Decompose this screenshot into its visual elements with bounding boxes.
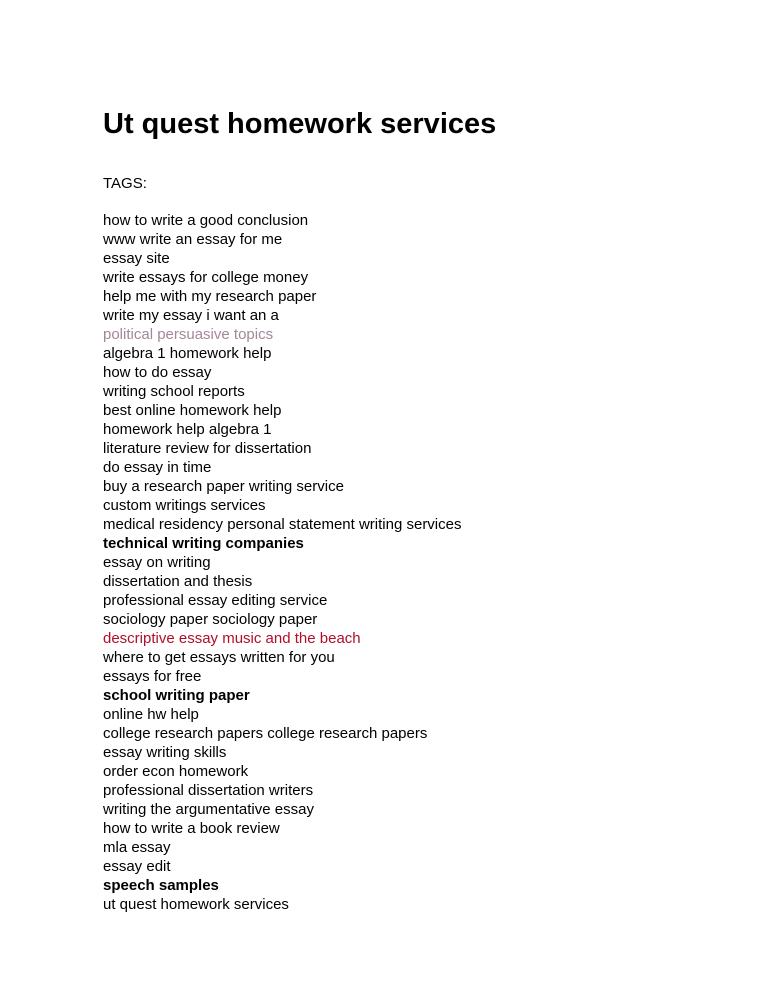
tag-item: how to do essay	[103, 364, 212, 381]
tag-item: algebra 1 homework help	[103, 345, 272, 362]
tag-item: www write an essay for me	[103, 231, 283, 248]
tag-item: college research papers college research papers	[103, 725, 428, 742]
tag-list	[103, 211, 461, 914]
tag-item: essay on writing	[103, 554, 211, 571]
tag-item: speech samples	[103, 877, 219, 894]
tag-link[interactable]: descriptive essay music and the beach	[103, 630, 361, 647]
tag-item: essay site	[103, 250, 170, 267]
tag-item: essay writing skills	[103, 744, 227, 761]
tag-item: homework help algebra 1	[103, 421, 272, 438]
tag-item: order econ homework	[103, 763, 249, 780]
tag-item: literature review for dissertation	[103, 440, 312, 457]
tag-item: custom writings services	[103, 497, 266, 514]
tags-label: TAGS:	[103, 175, 147, 192]
tag-item: buy a research paper writing service	[103, 478, 344, 495]
tag-item: online hw help	[103, 706, 199, 723]
tag-item: technical writing companies	[103, 535, 304, 552]
page-title: Ut quest homework services	[103, 108, 497, 140]
tag-item: write essays for college money	[103, 269, 309, 286]
tag-item: sociology paper sociology paper	[103, 611, 318, 628]
tag-item: essays for free	[103, 668, 202, 685]
tag-item: best online homework help	[103, 402, 282, 419]
tag-item: dissertation and thesis	[103, 573, 253, 590]
tag-item: medical residency personal statement writing services	[103, 516, 462, 533]
tag-item: school writing paper	[103, 687, 250, 704]
tag-item: help me with my research paper	[103, 288, 317, 305]
tag-item: writing the argumentative essay	[103, 801, 314, 818]
tag-item: essay edit	[103, 858, 171, 875]
tag-item: professional dissertation writers	[103, 782, 314, 799]
tag-item: write my essay i want an a	[103, 307, 279, 324]
tag-item: ut quest homework services	[103, 896, 289, 913]
tag-link[interactable]: political persuasive topics	[103, 326, 274, 343]
tag-item: how to write a good conclusion	[103, 212, 309, 229]
tag-item: where to get essays written for you	[103, 649, 335, 666]
tag-item: do essay in time	[103, 459, 212, 476]
tag-item: how to write a book review	[103, 820, 280, 837]
tag-item: mla essay	[103, 839, 171, 856]
tag-item: professional essay editing service	[103, 592, 328, 609]
tag-item: writing school reports	[103, 383, 245, 400]
